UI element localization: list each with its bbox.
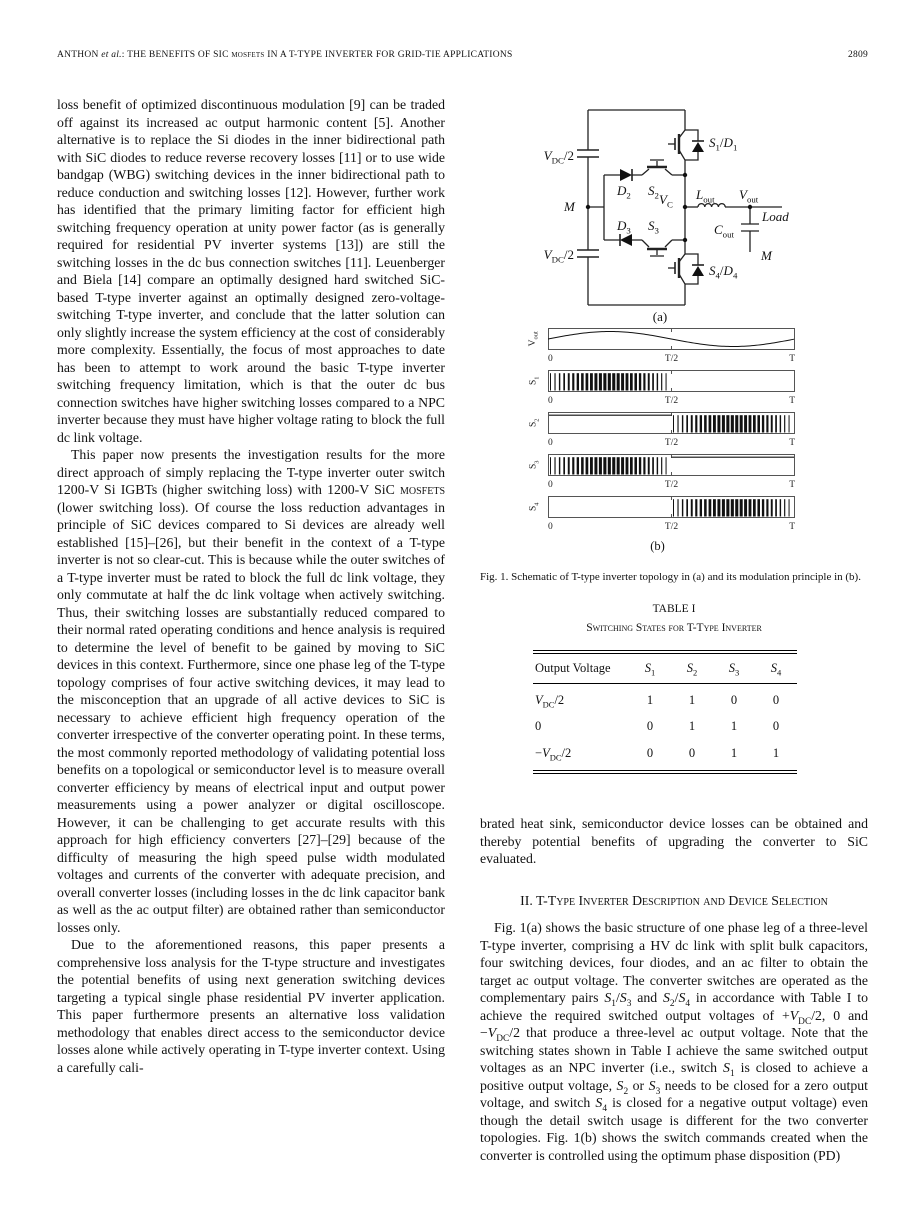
figure-1b-modulation	[480, 328, 868, 556]
label-d3: $D_3$	[617, 218, 631, 236]
label-lout: $L_{out}$	[696, 187, 715, 205]
cell: 0	[772, 719, 780, 734]
waveform-ylabel: $S_1$	[528, 376, 541, 386]
paragraph: brated heat sink, semiconductor device losses can be obtained and thereby potential benefits of upgrading the converter to SiC evaluated.	[480, 816, 868, 867]
paragraph: Due to the aforementioned reasons, this paper presents a comprehensive loss analysis for the T-type structure and investigates the potential benefits of using next generation switching devices targeting a typical single phase residential PV inverter application. This paper furthermore presents an alternative loss validation methodology that enables direct access to the semiconductor device losses alone while actively operating in T-type inverter context. Using a carefully cali-	[57, 937, 445, 1075]
table-subtitle: Switching States for T-Type Inverter	[586, 621, 762, 634]
cell: 0	[772, 692, 780, 707]
waveform-xticks: 0 T/2 T	[548, 438, 795, 448]
waveform-ylabel: $S_3$	[528, 460, 541, 470]
table-title: TABLE I	[652, 603, 696, 616]
label-d2: $D_2$	[617, 183, 631, 201]
waveform-ylabel: $S_4$	[528, 502, 541, 512]
waveform-panel-vout	[520, 328, 795, 350]
cell: 1	[730, 745, 738, 760]
two-column-body	[57, 96, 868, 1164]
waveform-panel-s1	[520, 370, 795, 392]
label-load: Load	[762, 209, 789, 224]
column-header: $S_4$	[755, 652, 797, 683]
label-vdc-top: $V_{DC}/2$	[543, 148, 574, 166]
label-s1d1: $S_1/D_1$	[709, 135, 738, 153]
label-s2: $S_2$	[648, 183, 659, 201]
table-row	[533, 683, 797, 713]
table-row	[533, 713, 797, 740]
cell: 1	[772, 745, 780, 760]
table-header-row	[533, 652, 797, 683]
switching-states-table	[533, 650, 797, 774]
column-header: $S_2$	[671, 652, 713, 683]
waveform-panel-s4	[520, 496, 795, 518]
cell: 0	[730, 692, 738, 707]
label-vout: $V_{out}$	[739, 187, 759, 205]
cell: 1	[730, 719, 738, 734]
paragraph: Fig. 1(a) shows the basic structure of one phase leg of a three-level T-type inverter, comprising a HV dc link with split bulk capacitors, four switching devices, four diodes, and an ac filter to obtain the target ac output voltage. The converter switches are operated as the complementary pairs $S_1/S_3$ and $S_2/S_4$ in accordance with Table I to achieve the required switched output voltages of $+V_{DC}/2$, 0 and $-V_{DC}/2$ that produce a three-level ac output voltage. Note that the switching states shown in Table I achieve the same switched output voltages as an NPC inverter (i.e., switch $S_1$ is closed to achieve a positive output voltage, $S_2$ or $S_3$ needs to be closed for a zero output voltage, and switch $S_4$ is closed for a negative output voltage) even though the detail switch usage is different for the two converter topologies. Fig. 1(b) shows the switch commands created when the converter is controlled using the optimum phase disposition (PD)	[480, 920, 868, 1163]
label-vc: $V_C$	[659, 192, 673, 210]
column-header: $S_3$	[713, 652, 755, 683]
running-title: ANTHON et al.: THE BENEFITS OF SIC mosfets IN A T-TYPE INVERTER FOR GRID-TIE APPLICATIONS	[57, 50, 513, 60]
cell: 0	[646, 719, 654, 734]
waveform-xticks: 0 T/2 T	[548, 522, 795, 532]
column-header: $S_1$	[629, 652, 671, 683]
figure-caption: Fig. 1. Schematic of T-type inverter topology in (a) and its modulation principle in (b).	[480, 570, 861, 583]
waveform-plot	[548, 370, 795, 392]
cell: 0	[646, 745, 654, 760]
waveform-panel-s3	[520, 454, 795, 476]
paragraph: loss benefit of optimized discontinuous modulation [9] can be traded off against its increased ac output harmonic content [5]. Another alternative is to replace the Si diodes in the inner bidirectional path with SiC diodes to reduce reverse recovery losses [11] or to use wide bandgap (WBG) switching devices in the inner bidirectional path to reduce conduction and switching losses [12]. However, further work has identified that the primary limiting factor for efficient high switching frequency operation at unity power factor (as is generally required for residential PV inverter systems [13]) are still the switching losses in the dc bus connection switches [11]. Leuenberger and Biela [14] compare an optimally designed hard switched SiC-based T-type inverter against an optimally designed zero-voltage-switching T-type inverter, and conclude that the latter solution can only slightly increase the system efficiency at the cost of considerably more complexity. Essentially, the focus of most approaches to date has been to attempt to work around the basic T-type inverter switching frequency limitation, which is that the outer dc bus connection switches have higher switching losses compared to a NPC inverter because they must have higher voltage rating to block the full dc link voltage.	[57, 97, 445, 445]
figure-1a-schematic	[520, 100, 800, 328]
cell: 0	[688, 745, 696, 760]
waveform-plot	[548, 454, 795, 476]
label-vdc-bottom: $V_{DC}/2$	[543, 247, 574, 265]
waveform-xticks: 0 T/2 T	[548, 354, 795, 364]
waveform-xticks: 0 T/2 T	[548, 480, 795, 490]
waveform-ylabel: $V_{out}$	[528, 331, 541, 347]
waveform-xticks: 0 T/2 T	[548, 396, 795, 406]
waveform-plot	[548, 412, 795, 434]
label-cout: $C_{out}$	[714, 222, 734, 240]
label-s3: $S_3$	[648, 218, 659, 236]
column-header: Output Voltage	[533, 652, 629, 683]
running-head	[57, 50, 868, 60]
waveform-plot	[548, 496, 795, 518]
label-midpoint-right: M	[761, 248, 772, 263]
row-label: $V_{DC}/2$	[535, 692, 565, 710]
label-midpoint-left: M	[564, 199, 575, 214]
circuit-diagram	[520, 100, 800, 328]
cell: 1	[646, 692, 654, 707]
cell: 1	[688, 692, 696, 707]
label-s4d4: $S_4/D_4$	[709, 263, 738, 281]
section-heading: II. T-Type Inverter Description and Device Selection	[520, 892, 828, 908]
cell: 1	[688, 719, 696, 734]
waveform-plot	[548, 328, 795, 350]
row-label: 0	[535, 719, 542, 734]
waveform-ylabel: $S_2$	[528, 418, 541, 428]
left-column	[57, 96, 445, 1164]
page-number: 2809	[848, 50, 868, 60]
panel-tag-b: (b)	[650, 539, 665, 553]
row-label: $-V_{DC}/2$	[535, 745, 572, 763]
paragraph: This paper now presents the investigation results for the more direct approach of simply replacing the T-type inverter outer switch 1200-V Si IGBTs (higher switching loss) with 1200-V SiC mosfets (lower switching loss). Of course the loss reduction advantages in principle of SiC devices compared to Si devices are already well established [15]–[26], but their benefit in the context of a T-type inverter is not so clear-cut. This is because while the outer switches of a T-type inverter must be rated to block the full dc link voltage, they only commutate at half the dc link voltage when actively switching. Thus, their switching losses are substantially reduced compared to their normal rated operating conditions and hence analysis is required to determine the level of benefit to be gained by moving to SiC devices in this context. Furthermore, since one phase leg of the T-type topology comprises of four active switching devices, it may lead to the misconception that an upgrade of all active devices to SiC is necessary to achieve efficient high frequency operation of the converter irrespective of the converter operating point. In these terms, the most commonly reported methodology of validating potential loss benefits on a topological or semiconductor level is to measure overall converter efficiency by means of electrical input and output power measurements using a power analyzer or digital oscilloscope. However, it can be challenging to get accurate results with this approach for high efficiency converters [27]–[29] because of the difficulty of measuring the high speed pulse width modulated voltages and currents of the converter with adequate precision, and overall converter losses (including losses in the dc link capacitor bank as well as the ac output filter) are obtained rather than semiconductor losses only.	[57, 447, 445, 935]
panel-tag-a: (a)	[652, 309, 668, 324]
waveform-panel-s2	[520, 412, 795, 434]
table-row	[533, 740, 797, 773]
right-column	[480, 96, 868, 1164]
